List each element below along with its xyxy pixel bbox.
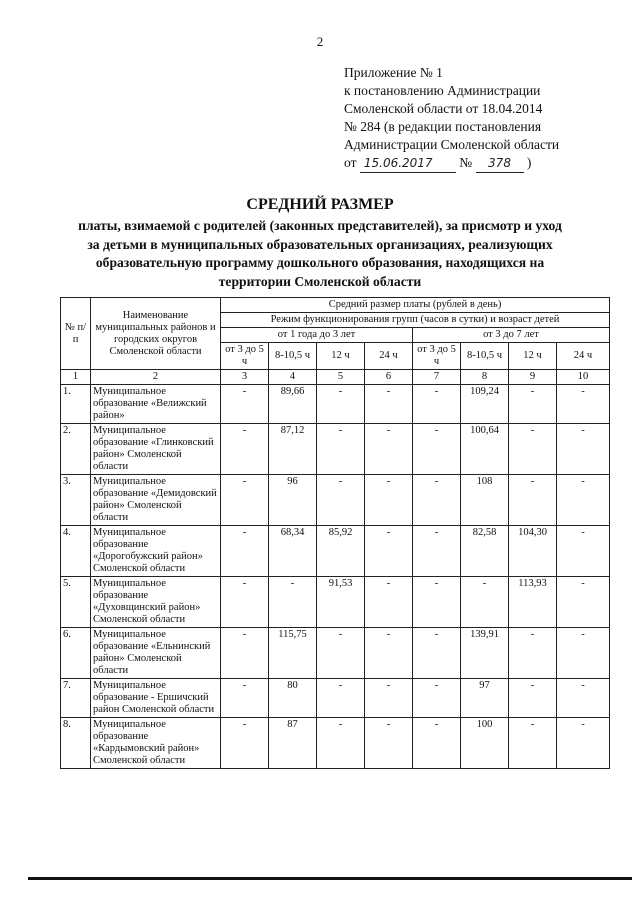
fee-cell: 96 [269, 475, 317, 526]
fee-cell: - [317, 424, 365, 475]
header-age-1-3: от 1 года до 3 лет [221, 328, 413, 343]
fee-cell: - [413, 679, 461, 718]
row-municipality-name: Муниципальное образование «Глинковский район» Смоленской области [91, 424, 221, 475]
fee-cell: - [221, 385, 269, 424]
column-number-cell: 7 [413, 370, 461, 385]
header-mode-cell: от 3 до 5 ч [221, 343, 269, 370]
fee-cell: - [413, 577, 461, 628]
fee-cell: - [365, 628, 413, 679]
table-row [61, 679, 610, 718]
fee-cell: - [413, 628, 461, 679]
header-row-1 [61, 298, 610, 313]
header-mode-cell: 12 ч [317, 343, 365, 370]
column-number-cell: 6 [365, 370, 413, 385]
fee-cell: - [365, 526, 413, 577]
fee-cell: 109,24 [461, 385, 509, 424]
fee-cell: - [557, 526, 610, 577]
fee-cell: - [557, 577, 610, 628]
fee-cell: - [221, 628, 269, 679]
fee-cell: - [221, 718, 269, 769]
title-sub-3: образовательную программу дошкольного образования, находящихся на [95, 255, 545, 270]
bottom-rule [28, 877, 632, 880]
header-name: Наименование муниципальных районов и городских округов Смоленской области [91, 298, 221, 370]
row-number: 2. [61, 424, 91, 475]
fee-cell: - [509, 385, 557, 424]
appendix-line-5: Администрации Смоленской области [344, 137, 560, 152]
fee-cell: 139,91 [461, 628, 509, 679]
table-row [61, 718, 610, 769]
column-number-cell: 9 [509, 370, 557, 385]
header-age-3-7: от 3 до 7 лет [413, 328, 610, 343]
fee-cell: - [365, 718, 413, 769]
fee-cell: - [413, 385, 461, 424]
row-municipality-name: Муниципальное образование «Дорогобужский район» Смоленской области [91, 526, 221, 577]
fee-cell: - [413, 424, 461, 475]
fee-cell: 87,12 [269, 424, 317, 475]
fee-cell: - [557, 679, 610, 718]
fee-cell: 97 [461, 679, 509, 718]
fee-cell: - [221, 679, 269, 718]
header-mode-cell: 8-10,5 ч [461, 343, 509, 370]
fee-cell: - [557, 424, 610, 475]
title-sub-1: платы, взимаемой с родителей (законных представителей), за присмотр и уход [78, 218, 562, 233]
column-number-cell: 1 [61, 370, 91, 385]
table-row [61, 475, 610, 526]
row-number: 1. [61, 385, 91, 424]
fee-cell: 85,92 [317, 526, 365, 577]
fee-cell: - [557, 718, 610, 769]
appendix-block [344, 64, 634, 173]
column-number-cell: 10 [557, 370, 610, 385]
fee-cell: - [413, 526, 461, 577]
header-mode-cell: от 3 до 5 ч [413, 343, 461, 370]
column-number-cell: 5 [317, 370, 365, 385]
close-paren: ) [526, 155, 532, 170]
fee-cell: 87 [269, 718, 317, 769]
fee-cell: - [509, 628, 557, 679]
fee-cell: - [365, 679, 413, 718]
number-label: № [459, 155, 473, 170]
fee-cell: - [221, 424, 269, 475]
column-number-cell: 4 [269, 370, 317, 385]
fee-cell: 100,64 [461, 424, 509, 475]
appendix-line-4: № 284 (в редакции постановления [344, 119, 542, 134]
row-number: 8. [61, 718, 91, 769]
fee-cell: 80 [269, 679, 317, 718]
fee-cell: 100 [461, 718, 509, 769]
header-row-column-numbers [61, 370, 610, 385]
fees-table [60, 297, 610, 769]
appendix-date-line [344, 154, 634, 173]
fee-cell: - [365, 475, 413, 526]
fee-cell: - [317, 385, 365, 424]
row-number: 4. [61, 526, 91, 577]
header-num: № п/п [61, 298, 91, 370]
fee-cell: - [317, 718, 365, 769]
fee-cell: - [461, 577, 509, 628]
fee-cell: - [365, 385, 413, 424]
header-avg-fee: Средний размер платы (рублей в день) [221, 298, 610, 313]
fee-cell: - [317, 679, 365, 718]
header-mode-cell: 8-10,5 ч [269, 343, 317, 370]
fee-cell: - [509, 424, 557, 475]
header-mode-cell: 24 ч [365, 343, 413, 370]
column-number-cell: 3 [221, 370, 269, 385]
column-number-cell: 2 [91, 370, 221, 385]
document-title [40, 196, 600, 291]
title-sub-2: за детьми в муниципальных образовательных организациях, реализующих [87, 236, 553, 252]
fee-cell: - [365, 577, 413, 628]
fee-cell: - [221, 526, 269, 577]
table-row [61, 577, 610, 628]
title-sub-4: территории Смоленской области [218, 273, 422, 289]
row-municipality-name: Муниципальное образование «Демидовский район» Смоленской области [91, 475, 221, 526]
fee-cell: - [557, 628, 610, 679]
table-row [61, 385, 610, 424]
fee-cell: 113,93 [509, 577, 557, 628]
fee-cell: - [317, 628, 365, 679]
row-municipality-name: Муниципальное образование «Ельнинский район» Смоленской области [91, 628, 221, 679]
fee-cell: 115,75 [269, 628, 317, 679]
column-number-cell: 8 [461, 370, 509, 385]
fee-cell: - [509, 679, 557, 718]
fee-cell: - [557, 475, 610, 526]
appendix-line-2: к постановлению Администрации [344, 83, 541, 98]
row-number: 6. [61, 628, 91, 679]
fee-cell: 68,34 [269, 526, 317, 577]
row-municipality-name: Муниципальное образование «Кардымовский район» Смоленской области [91, 718, 221, 769]
row-number: 5. [61, 577, 91, 628]
header-mode-cell: 24 ч [557, 343, 610, 370]
row-municipality-name: Муниципальное образование «Велижский район» [91, 385, 221, 424]
fee-cell: - [317, 475, 365, 526]
row-number: 3. [61, 475, 91, 526]
table-row [61, 526, 610, 577]
header-mode-cell: 12 ч [509, 343, 557, 370]
fee-cell: - [365, 424, 413, 475]
fee-cell: 91,53 [317, 577, 365, 628]
page-number: 2 [316, 34, 324, 49]
header-mode: Режим функционирования групп (часов в сутки) и возраст детей [221, 313, 610, 328]
fee-cell: 104,30 [509, 526, 557, 577]
handwritten-number: 378 [488, 156, 511, 170]
table-row [61, 628, 610, 679]
fee-cell: - [413, 718, 461, 769]
row-number: 7. [61, 679, 91, 718]
appendix-line-3: Смоленской области от 18.04.2014 [344, 101, 543, 116]
fee-cell: 82,58 [461, 526, 509, 577]
title-main: СРЕДНИЙ РАЗМЕР [246, 196, 394, 213]
fee-cell: 108 [461, 475, 509, 526]
fee-cell: - [221, 577, 269, 628]
fee-cell: - [509, 718, 557, 769]
fee-cell: - [557, 385, 610, 424]
fee-cell: - [269, 577, 317, 628]
handwritten-date: 15.06.2017 [363, 156, 433, 170]
fee-cell: - [413, 475, 461, 526]
fee-cell: - [509, 475, 557, 526]
fee-cell: 89,66 [269, 385, 317, 424]
fee-cell: - [221, 475, 269, 526]
row-municipality-name: Муниципальное образование «Духовщинский район» Смоленской области [91, 577, 221, 628]
appendix-line-1: Приложение № 1 [344, 65, 443, 80]
ot-label: от [344, 155, 357, 170]
row-municipality-name: Муниципальное образование - Ершичский район Смоленской области [91, 679, 221, 718]
table-row [61, 424, 610, 475]
